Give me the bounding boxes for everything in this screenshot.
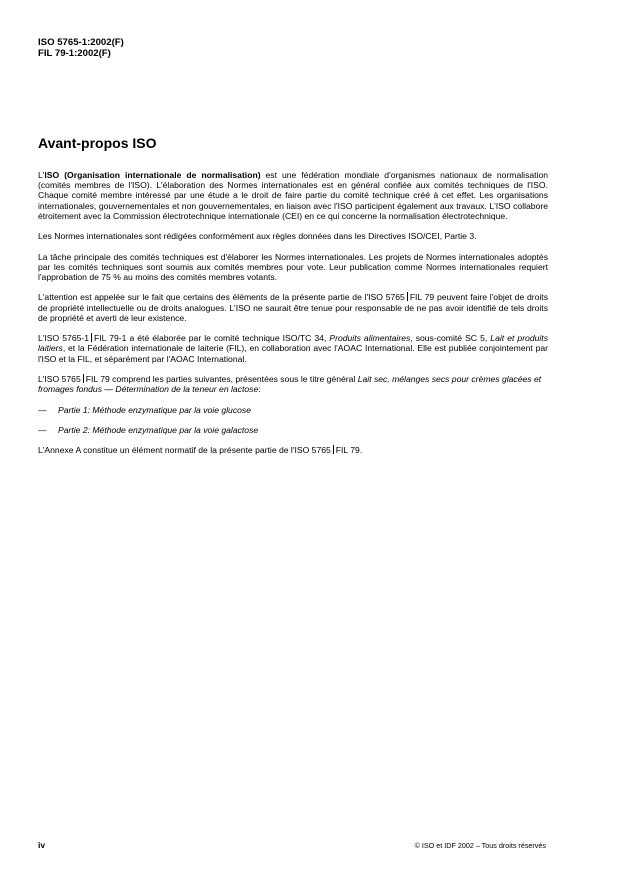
- p6-i: Lait sec, mélanges secs pour crèmes glacées et fromages fondus — Détermination de la teneur en lactose: [38, 373, 542, 395]
- list-item: [38, 425, 548, 435]
- p7-a: L'Annexe A constitue un élément normatif de la présente partie de l'ISO 5765: [38, 445, 331, 456]
- paragraph-directives: Les Normes internationales sont rédigées conformément aux règles données dans les Directives ISO/CEI, Partie 3.: [38, 231, 477, 242]
- p7-b: FIL 79.: [335, 445, 363, 456]
- separator-bar: [91, 333, 92, 342]
- document-header: [38, 37, 124, 59]
- paragraph-patent-rights: [38, 292, 548, 323]
- separator-bar: [407, 292, 408, 301]
- copyright-notice: © ISO et IDF 2002 – Tous droits réservés: [414, 841, 546, 850]
- separator-bar: [333, 445, 334, 454]
- list-dash: —: [38, 404, 47, 415]
- paragraph-preparation: [38, 333, 548, 364]
- p5-b: FIL 79-1 a été élaborée par le comité technique ISO/TC 34,: [94, 333, 330, 344]
- list-item-text: Partie 1: Méthode enzymatique par la voie glucose: [58, 404, 251, 415]
- p4-b: FIL 79 peuvent faire l'objet de droits de propriété intellectuelle ou de droits analogues. L'ISO ne saurait être tenue pour responsable de ne pas avoir identifié de tels droits de propriété et averti de leur existence.: [38, 292, 548, 323]
- p5-i1: Produits alimentaires: [329, 333, 411, 344]
- list-item-text: Partie 2: Méthode enzymatique par la voie galactose: [58, 424, 259, 435]
- separator-bar: [83, 374, 84, 383]
- p5-d: , et la Fédération internationale de laiterie (FIL), en collaboration avec l'AOAC International. Elle est publiée conjointement par l'ISO et la FIL, et séparément par l'AOAC International.: [38, 343, 548, 364]
- p1-pre: L': [38, 170, 45, 180]
- paragraph-iso-intro: [38, 170, 548, 221]
- p6-b: FIL 79 comprend les parties suivantes, présentées sous le titre général: [85, 373, 358, 384]
- p4-a: L'attention est appelée sur le fait que certains des éléments de la présente partie de l'ISO 5765: [38, 292, 405, 303]
- p5-a: L'ISO 5765-1: [38, 333, 90, 344]
- p6-c: :: [258, 384, 261, 395]
- p1-rest: est une fédération mondiale d'organismes nationaux de normalisation (comités membres de l'ISO). L'élaboration des Normes internationales est en général confiée aux comités techniques de l'ISO. Chaque comité membre intéressé par une étude a le droit de faire partie du comité technique créé à cet effet. Les organisations internationales, gouvernementales et non gouvernementales, en liaison avec l'ISO participent également aux travaux. L'ISO collabore étroitement avec la Commission électrotechnique internationale (CEI) en ce qui concerne la normalisation électrotechnique.: [38, 170, 548, 221]
- list-dash: —: [38, 424, 47, 435]
- header-fil-reference: FIL 79-1:2002(F): [38, 48, 111, 59]
- p5-c: , sous-comité SC 5,: [410, 333, 491, 344]
- p1-bold: ISO (Organisation internationale de normalisation): [44, 170, 261, 180]
- p6-a: L'ISO 5765: [38, 373, 81, 384]
- list-item: [38, 405, 548, 415]
- header-iso-reference: ISO 5765-1:2002(F): [38, 37, 124, 48]
- paragraph-annex: [38, 445, 548, 455]
- paragraph-technical-committees: La tâche principale des comités techniques est d'élaborer les Normes internationales. Les projets de Normes internationales adoptés par les comités techniques sont soumis aux comités membres pour vote. Leur publication comme Normes internationales requiert l'approbation de 75 % au moins des comités membres votants.: [38, 251, 548, 282]
- paragraph-parts: [38, 374, 548, 394]
- page-title: Avant-propos ISO: [38, 135, 157, 151]
- foreword-body: [38, 170, 548, 466]
- page-number: iv: [38, 840, 46, 850]
- p5-i2: Lait et produits laitiers: [38, 333, 548, 354]
